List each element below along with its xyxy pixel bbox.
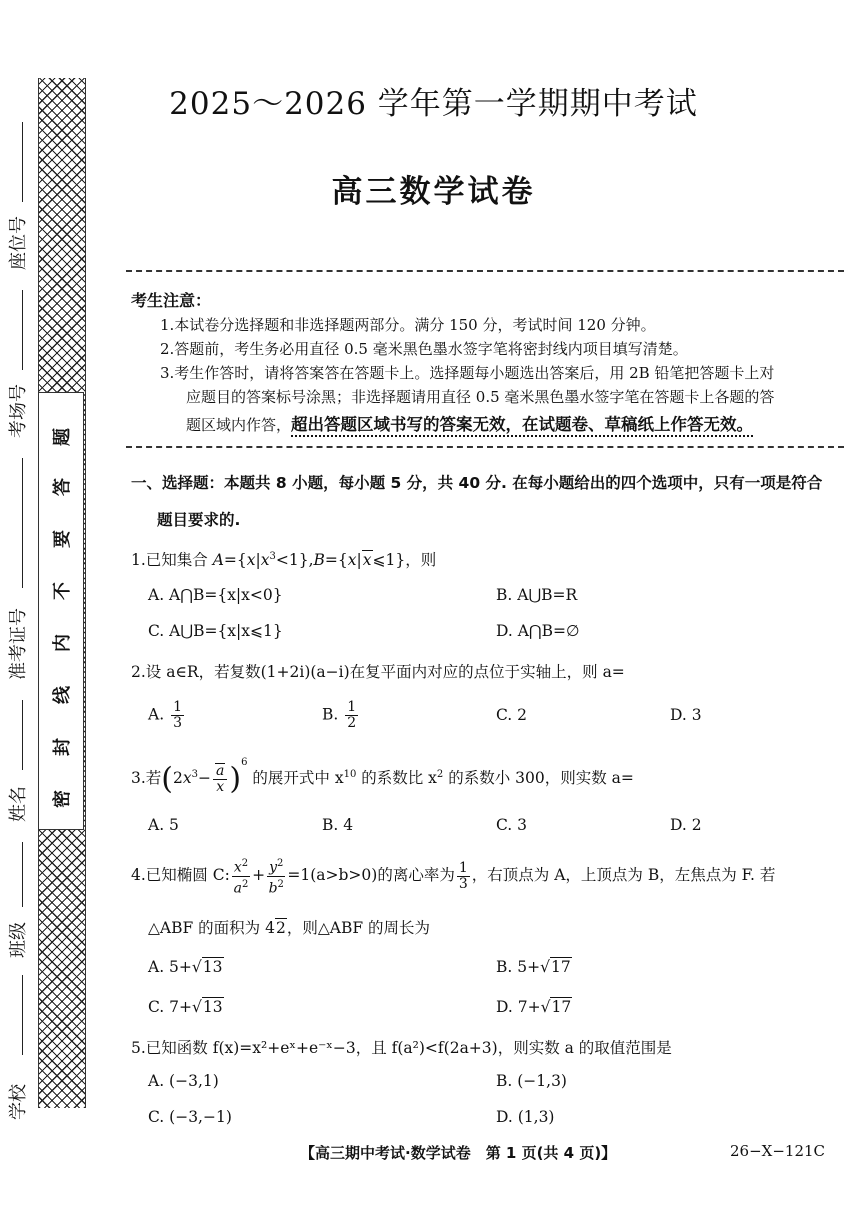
name-label: 姓名 — [8, 786, 29, 822]
q3-option-b: B. 4 — [322, 816, 354, 834]
q4-b-root: 17 — [550, 958, 571, 976]
class-line — [22, 842, 23, 907]
seal-char-8: 密 — [52, 790, 73, 808]
exam-title: 2025～2026 学年第一学期期中考试 — [169, 86, 698, 122]
q5-option-a: A. (−3,1) — [148, 1072, 219, 1090]
q2-b-fraction — [345, 700, 358, 731]
q4-d-text: D. 7+ — [496, 998, 541, 1016]
q4-c-text: C. 7+ — [148, 998, 193, 1016]
notice-item-3-tail: 题区域内作答， — [186, 416, 292, 434]
q4-line2-b: ，则△ABF 的周长为 — [286, 919, 431, 937]
seat-number-label: 座位号 — [8, 216, 29, 270]
paper-title: 高三数学试卷 — [331, 174, 536, 210]
q3-stem-c: 的系数比 x — [356, 769, 437, 787]
admission-number-label: 准考证号 — [8, 608, 29, 680]
seal-char-5: 内 — [52, 634, 73, 652]
admission-number-line — [22, 458, 23, 588]
name-line — [22, 700, 23, 770]
q5-option-c: C. (−3,−1) — [148, 1108, 232, 1126]
seal-char-1: 题 — [52, 428, 73, 446]
q2-option-b — [322, 700, 360, 731]
notice-heading: 考生注意： — [131, 291, 212, 310]
q5-option-b: B. (−1,3) — [496, 1072, 567, 1090]
q4-b-text: B. 5+ — [496, 958, 541, 976]
class-label: 班级 — [8, 922, 29, 958]
notice-item-3: 3.考生作答时，请将答案答在答题卡上。选择题每小题选出答案后，用 2B 铅笔把答题卡上对 — [160, 364, 775, 382]
notice-top-rule — [126, 270, 844, 272]
q2-b-num: 1 — [347, 699, 357, 715]
q2-a-den: 3 — [173, 715, 182, 731]
q4-d-root: 17 — [551, 998, 572, 1016]
q1-option-d: D. A⋂B=∅ — [496, 622, 580, 640]
exam-room-label: 考场号 — [8, 384, 29, 438]
page-footer: 【高三期中考试·数学试卷 第 1 页(共 4 页)】 — [300, 1144, 617, 1162]
q3-option-c: C. 3 — [496, 816, 528, 834]
q2-a-fraction — [171, 700, 184, 731]
paper-code: 26−X−121C — [730, 1142, 826, 1160]
q1-option-a: A. A⋂B={x|x<0} — [148, 586, 283, 604]
notice-item-3-cont: 应题目的答案标号涂黑；非选择题请用直径 0.5 毫米黑色墨水签字笔在答题卡上各题的答 — [186, 388, 775, 406]
q1-option-b: B. A⋃B=R — [496, 586, 578, 604]
q3-stem-b: 的展开式中 x — [252, 769, 344, 787]
seal-char-4: 不 — [52, 582, 73, 600]
notice-item-1: 1.本试卷分选择题和非选择题两部分。满分 150 分，考试时间 120 分钟。 — [160, 316, 656, 334]
q5-option-d: D. (1,3) — [496, 1108, 555, 1126]
q2-option-c: C. 2 — [496, 706, 528, 724]
notice-warning: 超出答题区域书写的答案无效，在试题卷、草稿纸上作答无效。 — [291, 415, 754, 434]
q2-option-d: D. 3 — [670, 706, 702, 724]
notice-bottom-rule — [126, 446, 844, 448]
q4-option-d: D. 7+√17 — [496, 998, 572, 1016]
q3-option-a: A. 5 — [148, 816, 179, 834]
notice-item-2: 2.答题前，考生务必用直径 0.5 毫米黑色墨水签字笔将密封线内项目填写清楚。 — [160, 340, 688, 358]
question-4-line2: △ABF 的面积为 42，则△ABF 的周长为 — [148, 919, 431, 937]
seal-char-6: 线 — [52, 686, 73, 704]
notice-item-3-end — [186, 411, 753, 435]
section-heading-cont: 题目要求的. — [157, 511, 241, 529]
section-heading: 一、选择题：本题共 8 小题，每小题 5 分，共 40 分. 在每小题给出的四个选项中，只有一项是符合 — [131, 474, 823, 492]
q4-option-b: B. 5+√17 — [496, 958, 571, 976]
q3-option-d: D. 2 — [670, 816, 702, 834]
q3-stem-a: 3.若 — [131, 769, 162, 787]
q3-stem-d: 的系数小 300，则实数 a= — [443, 769, 634, 787]
seal-char-2: 答 — [52, 478, 73, 496]
q4-stem-a: 4.已知椭圆 C: — [131, 866, 230, 885]
question-3-stem: 3.若($2x^3-$ $\frac{a}{x}$ )$^6$ 的展开式中 $x^{10}$ 的系数比 $x^2$ 的系数小 300，则实数 a= — [131, 757, 634, 797]
q4-c-root: 13 — [202, 998, 223, 1016]
q1-stem-start: 1.已知集合 — [131, 551, 213, 569]
school-line — [22, 975, 23, 1055]
q4-a-text: A. 5+ — [148, 958, 192, 976]
q2-b-label: B. — [322, 705, 339, 724]
q4-option-a: A. 5+√13 — [148, 958, 223, 976]
q4-option-c: C. 7+√13 — [148, 998, 223, 1016]
exam-room-line — [22, 290, 23, 370]
q4-a-root: 13 — [202, 958, 223, 976]
school-label: 学校 — [8, 1084, 29, 1120]
q1-option-c: C. A⋃B={x|x⩽1} — [148, 622, 283, 640]
question-5-stem: 5.已知函数 f(x)=x²+eˣ+e⁻ˣ−3，且 f(a²)<f(2a+3)，则实数 a 的取值范围是 — [131, 1039, 672, 1057]
q4-line2-a: △ABF 的面积为 4 — [148, 919, 275, 937]
q4-stem-c: ，右顶点为 A，上顶点为 B，左焦点为 F. 若 — [471, 866, 776, 885]
question-1-stem: 1.已知集合 $A=\{x|x^3<1\},B=\{x|x⩽1\}$，则 — [131, 550, 437, 569]
q4-stem-b: =1(a>b>0)的离心率为 — [287, 866, 455, 885]
seal-char-3: 要 — [52, 530, 73, 548]
seal-char-7: 封 — [52, 738, 73, 756]
question-4-stem: 4.已知椭圆 C: $\frac{x^2}{a^2}$ + $\frac{y^2}{b^2}$ =1(a>b>0)的离心率为 $\frac{1}{3}$ ，右顶点为 A，上顶点为 B，左焦点为 F. 若 — [131, 858, 776, 897]
q2-a-num: 1 — [173, 699, 182, 715]
question-2-stem: 2.设 a∈R，若复数(1+2i)(a−i)在复平面内对应的点位于实轴上，则 a= — [131, 663, 625, 681]
q2-option-a — [148, 700, 186, 731]
q2-a-label: A. — [148, 705, 165, 724]
q1-stem-end: ，则 — [405, 551, 437, 569]
q2-b-den: 2 — [347, 715, 357, 731]
